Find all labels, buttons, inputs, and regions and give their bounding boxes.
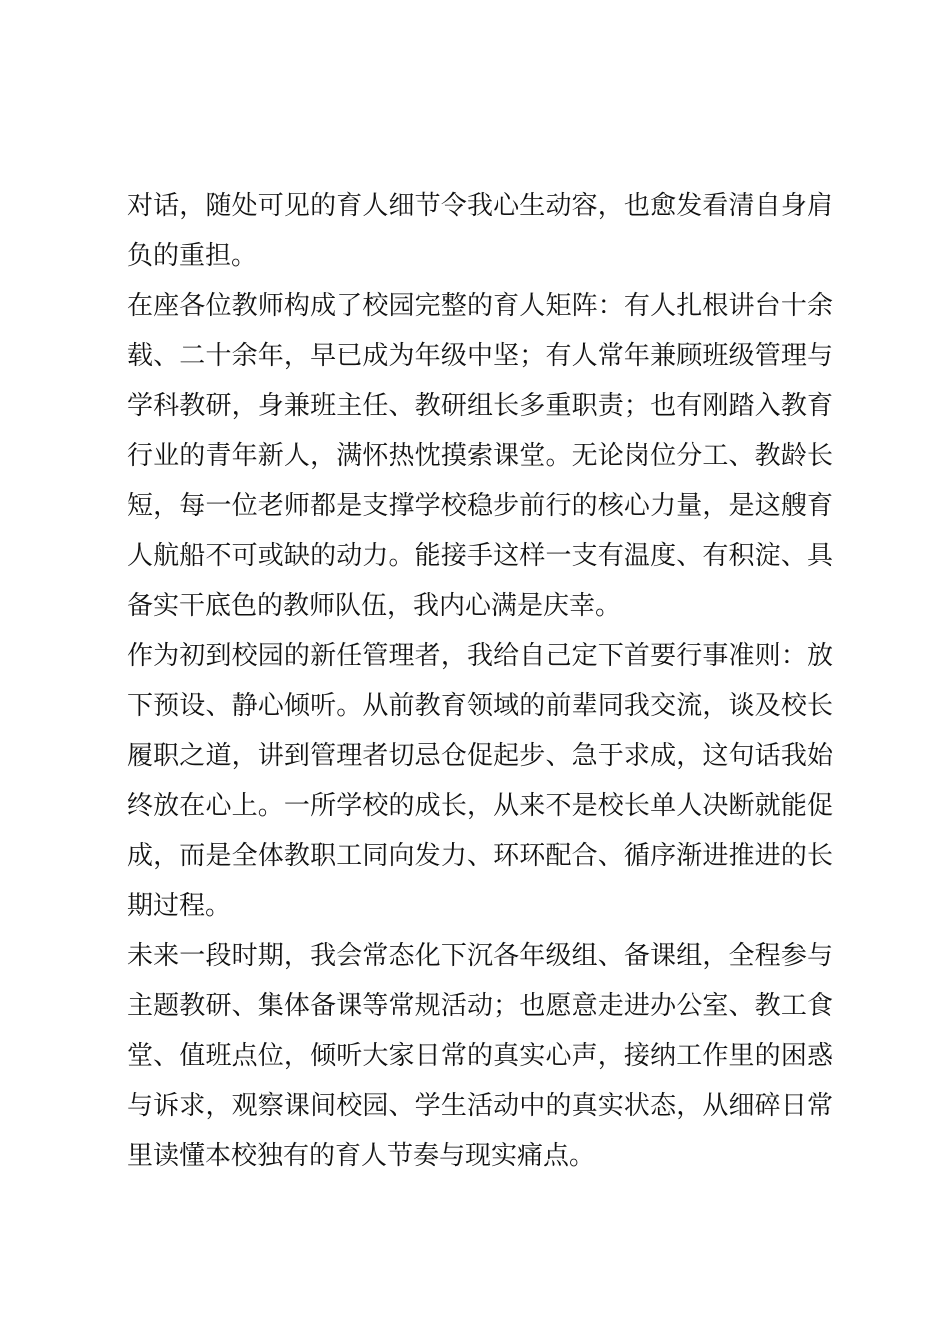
paragraph-line: 人航船不可或缺的动力。能接手这样一支有温度、有积淀、具 [127,541,833,571]
paragraph-line: 载、二十余年，早已成为年级中坚；有人常年兼顾班级管理与 [127,341,833,371]
paragraph-line: 负的重担。 [127,241,258,271]
paragraph-line: 备实干底色的教师队伍，我内心满是庆幸。 [127,591,622,621]
paragraph-line: 行业的青年新人，满怀热忱摸索课堂。无论岗位分工、教龄长 [127,441,833,471]
paragraph-line: 主题教研、集体备课等常规活动；也愿意走进办公室、教工食 [127,991,833,1021]
paragraph-line: 终放在心上。一所学校的成长，从来不是校长单人决断就能促 [127,791,833,821]
paragraph-line: 里读懂本校独有的育人节奏与现实痛点。 [127,1141,596,1171]
paragraph-3 [127,631,833,931]
paragraph-line: 与诉求，观察课间校园、学生活动中的真实状态，从细碎日常 [127,1091,833,1121]
paragraph-line: 成，而是全体教职工同向发力、环环配合、循序渐进推进的长 [127,841,833,871]
paragraph-line: 对话，随处可见的育人细节令我心生动容，也愈发看清自身肩 [127,191,833,221]
paragraph-1 [127,181,833,281]
paragraph-line: 下预设、静心倾听。从前教育领域的前辈同我交流，谈及校长 [127,691,833,721]
document-body [127,181,833,1181]
paragraph-line: 在座各位教师构成了校园完整的育人矩阵：有人扎根讲台十余 [127,291,833,321]
paragraph-2 [127,281,833,631]
paragraph-line: 期过程。 [127,891,232,921]
paragraph-4 [127,931,833,1181]
paragraph-line: 履职之道，讲到管理者切忌仓促起步、急于求成，这句话我始 [127,741,833,771]
paragraph-line: 学科教研，身兼班主任、教研组长多重职责；也有刚踏入教育 [127,391,833,421]
paragraph-line: 未来一段时期，我会常态化下沉各年级组、备课组，全程参与 [127,941,833,971]
paragraph-line: 作为初到校园的新任管理者，我给自己定下首要行事准则：放 [127,641,833,671]
paragraph-line: 堂、值班点位，倾听大家日常的真实心声，接纳工作里的困惑 [127,1041,833,1071]
paragraph-line: 短，每一位老师都是支撑学校稳步前行的核心力量，是这艘育 [127,491,833,521]
